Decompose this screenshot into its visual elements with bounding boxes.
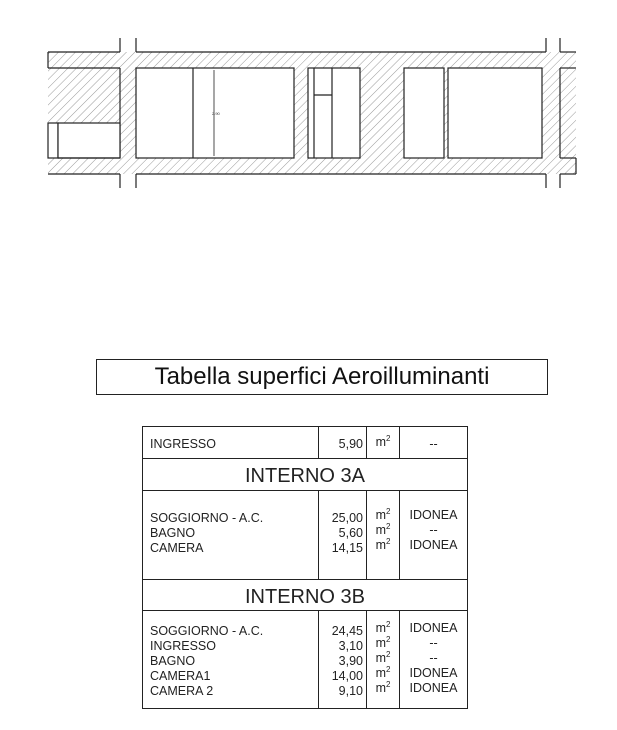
list-item: BAGNO bbox=[150, 654, 196, 668]
top-row-result: -- bbox=[429, 437, 438, 451]
list-item: 3,10 bbox=[338, 639, 363, 653]
floor-plan-drawing bbox=[0, 0, 617, 200]
section-3a-names bbox=[143, 491, 319, 579]
list-item: 24,45 bbox=[331, 624, 363, 638]
list-item: CAMERA1 bbox=[150, 669, 211, 683]
list-item: -- bbox=[429, 523, 438, 537]
list-item: 14,15 bbox=[331, 541, 363, 555]
list-item: IDONEA bbox=[409, 666, 458, 680]
section-3b-names bbox=[143, 611, 319, 708]
list-item: CAMERA 2 bbox=[150, 684, 214, 698]
list-item: SOGGIORNO - A.C. bbox=[150, 511, 264, 525]
unit-m2: $m^2$ bbox=[375, 507, 391, 522]
section-3a-results bbox=[400, 491, 467, 579]
section-3a-values bbox=[319, 491, 367, 579]
top-row-value: 5,90 bbox=[319, 427, 367, 458]
section-3b-results bbox=[400, 611, 467, 708]
list-item: IDONEA bbox=[409, 681, 458, 695]
list-item: IDONEA bbox=[409, 538, 458, 552]
list-item: CAMERA bbox=[150, 541, 204, 555]
list-item: IDONEA bbox=[409, 621, 458, 635]
list-item: 5,60 bbox=[338, 526, 363, 540]
top-row-name: INGRESSO bbox=[143, 427, 319, 458]
section-3a-units bbox=[367, 491, 400, 579]
list-item: INGRESSO bbox=[150, 639, 216, 653]
table-title: Tabella superfici Aeroilluminanti bbox=[96, 359, 548, 395]
section-3b-body bbox=[142, 610, 468, 709]
top-row-unit: $m^2$ bbox=[367, 427, 400, 458]
list-item: BAGNO bbox=[150, 526, 196, 540]
top-row bbox=[142, 426, 468, 459]
list-item: IDONEA bbox=[409, 508, 458, 522]
unit-m2: $m^2$ bbox=[375, 680, 391, 695]
list-item: SOGGIORNO - A.C. bbox=[150, 624, 264, 638]
list-item: -- bbox=[429, 651, 438, 665]
unit-m2: $m^2$ bbox=[375, 665, 391, 680]
unit-m2: $m^2$ bbox=[375, 635, 391, 650]
list-item: 9,10 bbox=[338, 684, 363, 698]
section-3b-units bbox=[367, 611, 400, 708]
unit-m2: $m^2$ bbox=[375, 522, 391, 537]
unit-m2: $m^2$ bbox=[375, 650, 391, 665]
unit-m2: $m^2$ bbox=[375, 620, 391, 635]
section-title-3b: INTERNO 3B bbox=[142, 580, 468, 610]
section-3a-body bbox=[142, 490, 468, 580]
unit-m2: $m^2$ bbox=[375, 537, 391, 552]
list-item: 25,00 bbox=[331, 511, 363, 525]
list-item: 14,00 bbox=[331, 669, 363, 683]
list-item: 3,90 bbox=[338, 654, 363, 668]
plan-dimension-label: 2.90 bbox=[212, 111, 220, 116]
list-item: -- bbox=[429, 636, 438, 650]
section-3b-values bbox=[319, 611, 367, 708]
section-title-3a: INTERNO 3A bbox=[142, 459, 468, 490]
